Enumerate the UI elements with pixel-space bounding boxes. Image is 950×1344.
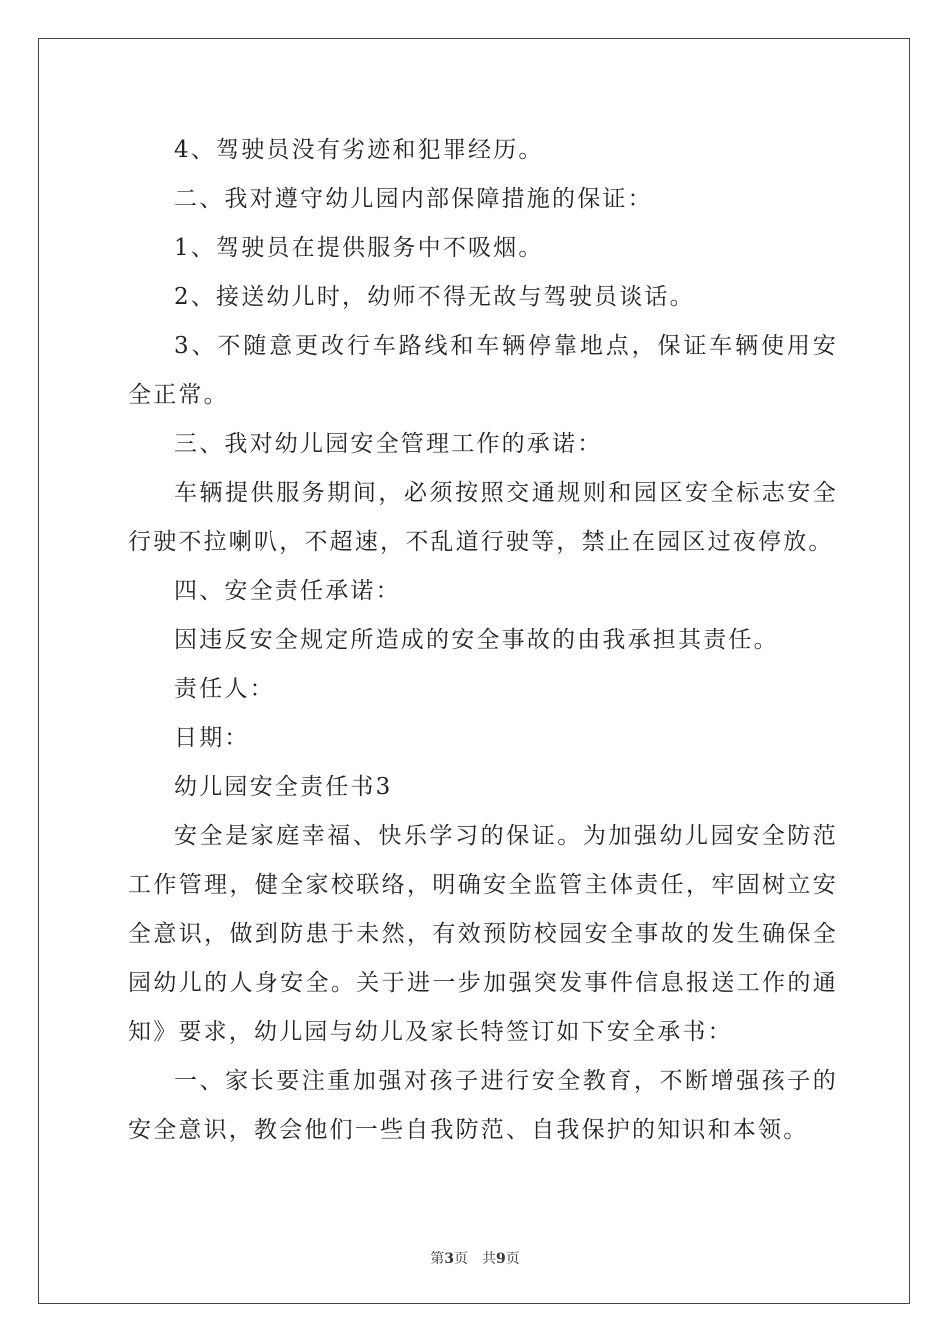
paragraph-13: 安全是家庭幸福、快乐学习的保证。为加强幼儿园安全防范工作管理，健全家校联络，明确安全监管主体责任，牢固树立安全意识，做到防患于未然，有效预防校园安全事故的发生确保全园幼儿的人身安全。关于进一步加强突发事件信息报送工作的通知》要求，幼儿园与幼儿及家长特签订如下安全承书：	[128, 823, 838, 1045]
signature-label: 责任人：	[174, 676, 275, 702]
current-page-number: 3	[444, 1251, 454, 1267]
total-pages-number: 9	[496, 1251, 506, 1267]
paragraph-8: 四、安全责任承诺：	[174, 578, 401, 604]
paragraph-1: 4、驾驶员没有劣迹和犯罪经历。	[174, 137, 544, 163]
document-body	[128, 126, 838, 1155]
paragraph-9: 因违反安全规定所造成的安全事故的由我承担其责任。	[174, 627, 779, 653]
footer-prefix: 第	[430, 1251, 445, 1267]
footer-mid: 页 共	[454, 1251, 496, 1267]
paragraph-4: 2、接送幼儿时，幼师不得无故与驾驶员谈话。	[174, 284, 695, 310]
section-title: 幼儿园安全责任书3	[174, 774, 393, 800]
page-footer	[0, 1248, 950, 1268]
paragraph-5: 3、不随意更改行车路线和车辆停靠地点，保证车辆使用安全正常。	[128, 333, 838, 408]
paragraph-6: 三、我对幼儿园安全管理工作的承诺：	[174, 431, 603, 457]
paragraph-2: 二、我对遵守幼儿园内部保障措施的保证：	[174, 186, 653, 212]
paragraph-7: 车辆提供服务期间，必须按照交通规则和园区安全标志安全行驶不拉喇叭，不超速，不乱道行驶等，禁止在园区过夜停放。	[128, 480, 838, 555]
paragraph-3: 1、驾驶员在提供服务中不吸烟。	[174, 235, 544, 261]
paragraph-14: 一、家长要注重加强对孩子进行安全教育，不断增强孩子的安全意识，教会他们一些自我防范、自我保护的知识和本领。	[128, 1068, 838, 1143]
footer-suffix: 页	[505, 1251, 520, 1267]
date-label: 日期：	[174, 725, 250, 751]
